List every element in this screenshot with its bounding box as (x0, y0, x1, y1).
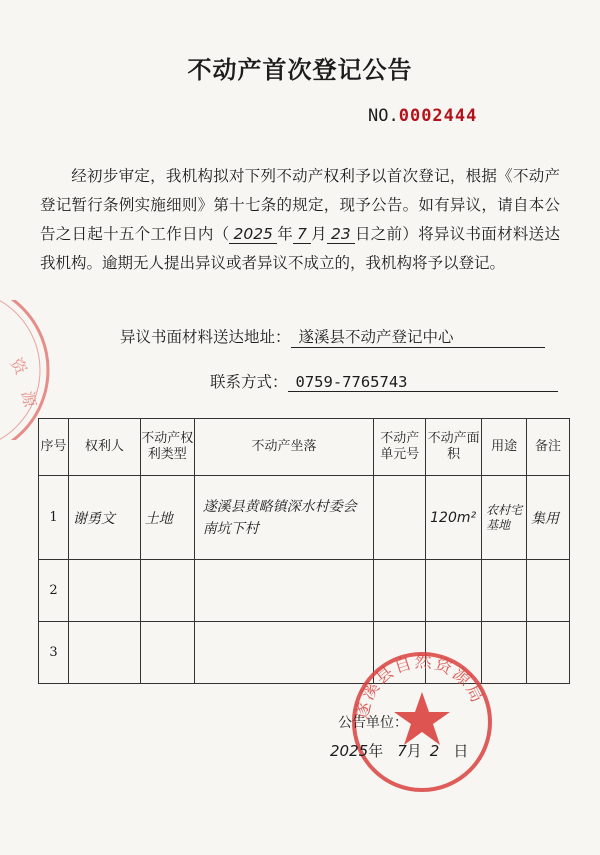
cell-location: 遂溪县黄略镇深水村委会南坑下村 (194, 476, 374, 560)
deadline-month-unit: 月 (310, 225, 327, 243)
cell-note (527, 622, 570, 684)
cell-seq: 3 (39, 622, 69, 684)
cell-right-type (140, 622, 194, 684)
cell-use: 农村宅基地 (482, 476, 527, 560)
header-unit-no: 不动产单元号 (374, 419, 426, 476)
header-owner: 权利人 (68, 419, 140, 476)
header-location: 不动产坐落 (194, 419, 374, 476)
cell-unit-no (374, 560, 426, 622)
publish-year: 2025 (330, 742, 369, 760)
deadline-year-unit: 年 (276, 225, 293, 243)
publish-month: 7 (397, 742, 407, 760)
body-part-2: 日之前）将异议书面材料送达我机构。逾期无人提出异议或者异议不成立的，我机构将予以登记。 (40, 225, 560, 272)
header-seq: 序号 (39, 419, 69, 476)
header-area: 不动产面 积 (426, 419, 482, 476)
notice-body (40, 162, 560, 278)
publish-year-unit: 年 (368, 742, 384, 760)
publish-month-unit: 月 (406, 742, 422, 760)
seal-text: 遂溪县自然资源局 (352, 652, 488, 722)
contact-value: 0759-7765743 (288, 373, 558, 392)
svg-text:源: 源 (18, 389, 40, 409)
cell-location (194, 622, 374, 684)
contact-row (210, 370, 558, 392)
svg-text:资: 资 (6, 354, 31, 378)
cell-note: 集用 (527, 476, 570, 560)
publish-day-unit: 日 (453, 742, 469, 760)
publish-date (330, 740, 468, 761)
cell-use (482, 560, 527, 622)
address-row (120, 325, 545, 348)
page-title: 不动产首次登记公告 (187, 55, 413, 84)
address-label: 异议书面材料送达地址： (120, 328, 291, 346)
publisher-label: 公告单位： (338, 715, 408, 731)
cell-unit-no (374, 476, 426, 560)
cell-location (194, 560, 374, 622)
cell-area: 120m² (426, 476, 482, 560)
table-row (39, 476, 570, 560)
body-part-1: 经初步审定，我机构拟对下列不动产权利予以首次登记，根据《不动产登记暂行条例实施细则》第十七条的规定，现予公告。如有异议，请自本公告之日起十五个工作日内（ (40, 167, 560, 243)
cell-area (426, 560, 482, 622)
deadline-month: 7 (293, 225, 311, 244)
notice-number-value: 0002444 (398, 106, 478, 126)
table-header-row (39, 419, 570, 476)
deadline-day: 23 (327, 225, 355, 244)
header-right-type: 不动产权利类型 (140, 419, 194, 476)
cell-owner: 谢勇文 (68, 476, 140, 560)
cell-right-type (140, 560, 194, 622)
contact-label: 联系方式： (210, 373, 288, 391)
header-note: 备注 (527, 419, 570, 476)
property-table (38, 418, 570, 684)
cell-owner (68, 622, 140, 684)
table-row (39, 560, 570, 622)
notice-number (368, 106, 477, 126)
cell-seq: 2 (39, 560, 69, 622)
cell-note (527, 560, 570, 622)
header-use: 用途 (482, 419, 527, 476)
deadline-year: 2025 (229, 225, 276, 244)
notice-number-prefix: NO. (368, 106, 399, 126)
publish-day: 2 (429, 742, 440, 760)
cell-right-type: 土地 (140, 476, 194, 560)
cell-seq: 1 (39, 476, 69, 560)
cell-owner (68, 560, 140, 622)
address-value: 遂溪县不动产登记中心 (291, 325, 545, 348)
